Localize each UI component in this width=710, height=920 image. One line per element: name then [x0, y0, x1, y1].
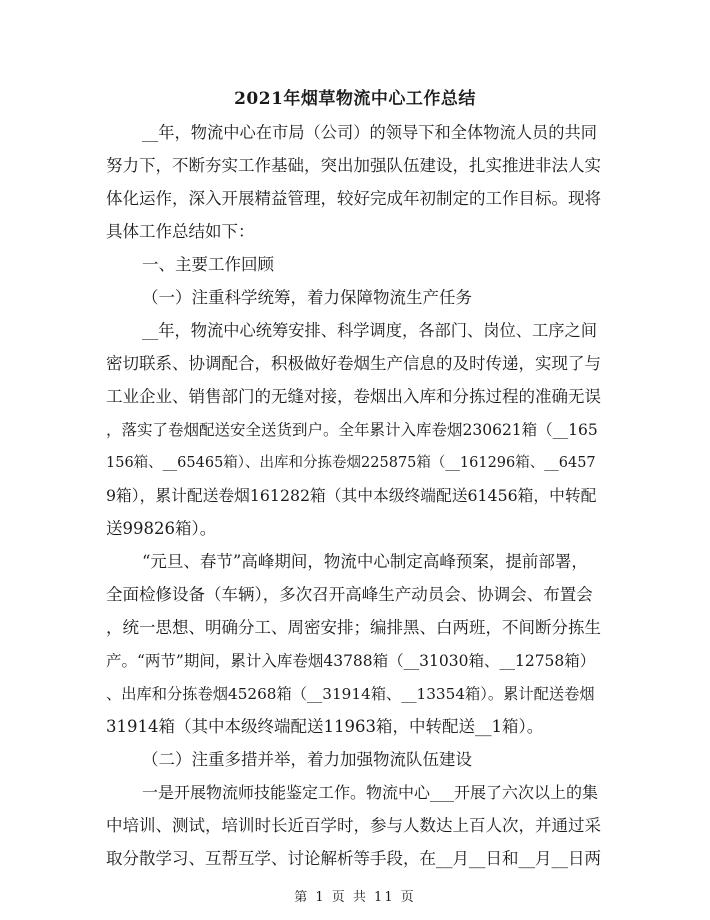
paragraph-line: ，落实了卷烟配送安全送货到户。全年累计入库卷烟230621箱（__165 — [106, 421, 598, 439]
paragraph-line: “元旦、春节”高峰期间，物流中心制定高峰预案，提前部署， — [142, 552, 588, 571]
paragraph-line: 工业企业、销售部门的无缝对接，卷烟出入库和分拣过程的准确无误 — [106, 387, 601, 406]
paragraph-line: 密切联系、协调配合，积极做好卷烟生产信息的及时传递，实现了与 — [106, 354, 601, 373]
paragraph-line: __年，物流中心在市局（公司）的领导下和全体物流人员的共同 — [142, 123, 597, 142]
paragraph-line: 取分散学习、互帮互学、讨论解析等手段，在__月__日和__月__日两 — [106, 849, 601, 868]
paragraph-line: 一是开展物流师技能鉴定工作。物流中心___开展了六次以上的集 — [142, 783, 599, 802]
page-footer: 第 1 页 共 11 页 — [294, 890, 416, 905]
paragraph-line: 31914箱（其中本级终端配送11963箱，中转配送__1箱）。 — [106, 717, 544, 736]
paragraph-line: 体化运作，深入开展精益管理，较好完成年初制定的工作目标。现将 — [106, 189, 601, 208]
paragraph-line: 156箱、__65465箱）、出库和分拣卷烟225875箱（__161296箱、__6457 — [106, 455, 596, 471]
paragraph-line: 具体工作总结如下： — [106, 222, 255, 241]
paragraph-line: 送99826箱）。 — [106, 519, 217, 538]
paragraph-line: 全面检修设备（车辆），多次召开高峰生产动员会、协调会、布置会 — [106, 585, 593, 604]
paragraph-line: 中培训、测试，培训时长近百学时，参与人数达上百人次，并通过采 — [106, 816, 601, 835]
subsection-heading: （一）注重科学统筹，着力保障物流生产任务 — [142, 288, 472, 307]
paragraph-line: 、出库和分拣卷烟45268箱（__31914箱、__13354箱）。累计配送卷烟 — [106, 685, 595, 703]
document-title: 2021年烟草物流中心工作总结 — [234, 89, 476, 109]
paragraph-line: 努力下，不断夯实工作基础，突出加强队伍建设，扎实推进非法人实 — [106, 156, 601, 175]
subsection-heading: （二）注重多措并举，着力加强物流队伍建设 — [142, 750, 472, 769]
paragraph-line: 产。“两节”期间，累计入库卷烟43788箱（__31030箱、__12758箱） — [106, 652, 596, 670]
section-heading: 一、主要工作回顾 — [142, 255, 274, 274]
paragraph-line: __年，物流中心统筹安排、科学调度，各部门、岗位、工序之间 — [142, 321, 597, 340]
paragraph-line: ，统一思想、明确分工、周密安排；编排黑、白两班，不间断分拣生 — [106, 618, 601, 637]
paragraph-line: 9箱），累计配送卷烟161282箱（其中本级终端配送61456箱，中转配 — [106, 486, 597, 505]
